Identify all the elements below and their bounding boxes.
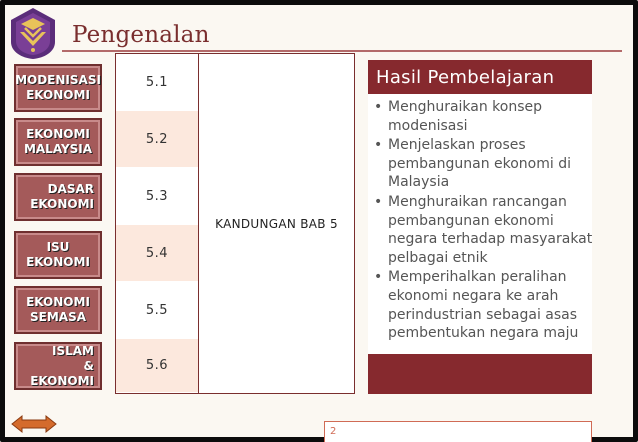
section-cell-5-4[interactable]: 5.4: [116, 225, 198, 282]
nav-button-dasar-ekonomi[interactable]: [14, 173, 102, 221]
nav-button-ekonomi-semasa[interactable]: [14, 286, 102, 334]
outcomes-footer-bar: [368, 354, 592, 394]
section-cell-5-2[interactable]: 5.2: [116, 111, 198, 168]
nav-label: ISLAM & EKONOMI: [30, 343, 94, 388]
chapter-table: [115, 53, 355, 394]
outcomes-heading: Hasil Pembelajaran: [368, 60, 592, 94]
outcome-item: • Menghuraikan konsep modenisasi: [372, 98, 594, 135]
nav-button-modenisasi-ekonomi[interactable]: [14, 64, 102, 112]
chapter-label: KANDUNGAN BAB 5: [215, 216, 338, 231]
page-number: 2: [330, 426, 337, 437]
nav-button-islam-ekonomi[interactable]: [14, 342, 102, 390]
nav-label: EKONOMI MALAYSIA: [23, 127, 93, 156]
university-crest-icon: [7, 6, 59, 60]
nav-label: EKONOMI SEMASA: [26, 295, 90, 324]
footer-bar: [324, 421, 592, 442]
nav-label: ISU EKONOMI: [26, 240, 90, 269]
double-arrow-icon[interactable]: [10, 414, 58, 434]
outcome-item: • Menghuraikan rancangan pembangunan ekonomi negara terhadap masyarakat pelbagai etnik: [372, 193, 594, 267]
outcome-item: • Menjelaskan proses pembangunan ekonomi di Malaysia: [372, 136, 594, 192]
nav-label: DASAR EKONOMI: [30, 182, 94, 211]
page-title: Pengenalan: [72, 22, 210, 48]
nav-label: MODENISASI EKONOMI: [15, 73, 101, 102]
section-cell-5-1[interactable]: 5.1: [116, 54, 198, 111]
title-divider: [62, 50, 622, 52]
nav-button-ekonomi-malaysia[interactable]: [14, 118, 102, 166]
outcome-item: • Memperihalkan peralihan ekonomi negara ke arah perindustrian sebagai asas pembentukan negara maju: [372, 268, 594, 342]
section-cell-5-3[interactable]: 5.3: [116, 168, 198, 225]
section-cell-5-5[interactable]: 5.5: [116, 282, 198, 339]
outcomes-list: [372, 98, 594, 344]
nav-button-isu-ekonomi[interactable]: [14, 231, 102, 279]
section-cell-5-6[interactable]: 5.6: [116, 339, 198, 393]
